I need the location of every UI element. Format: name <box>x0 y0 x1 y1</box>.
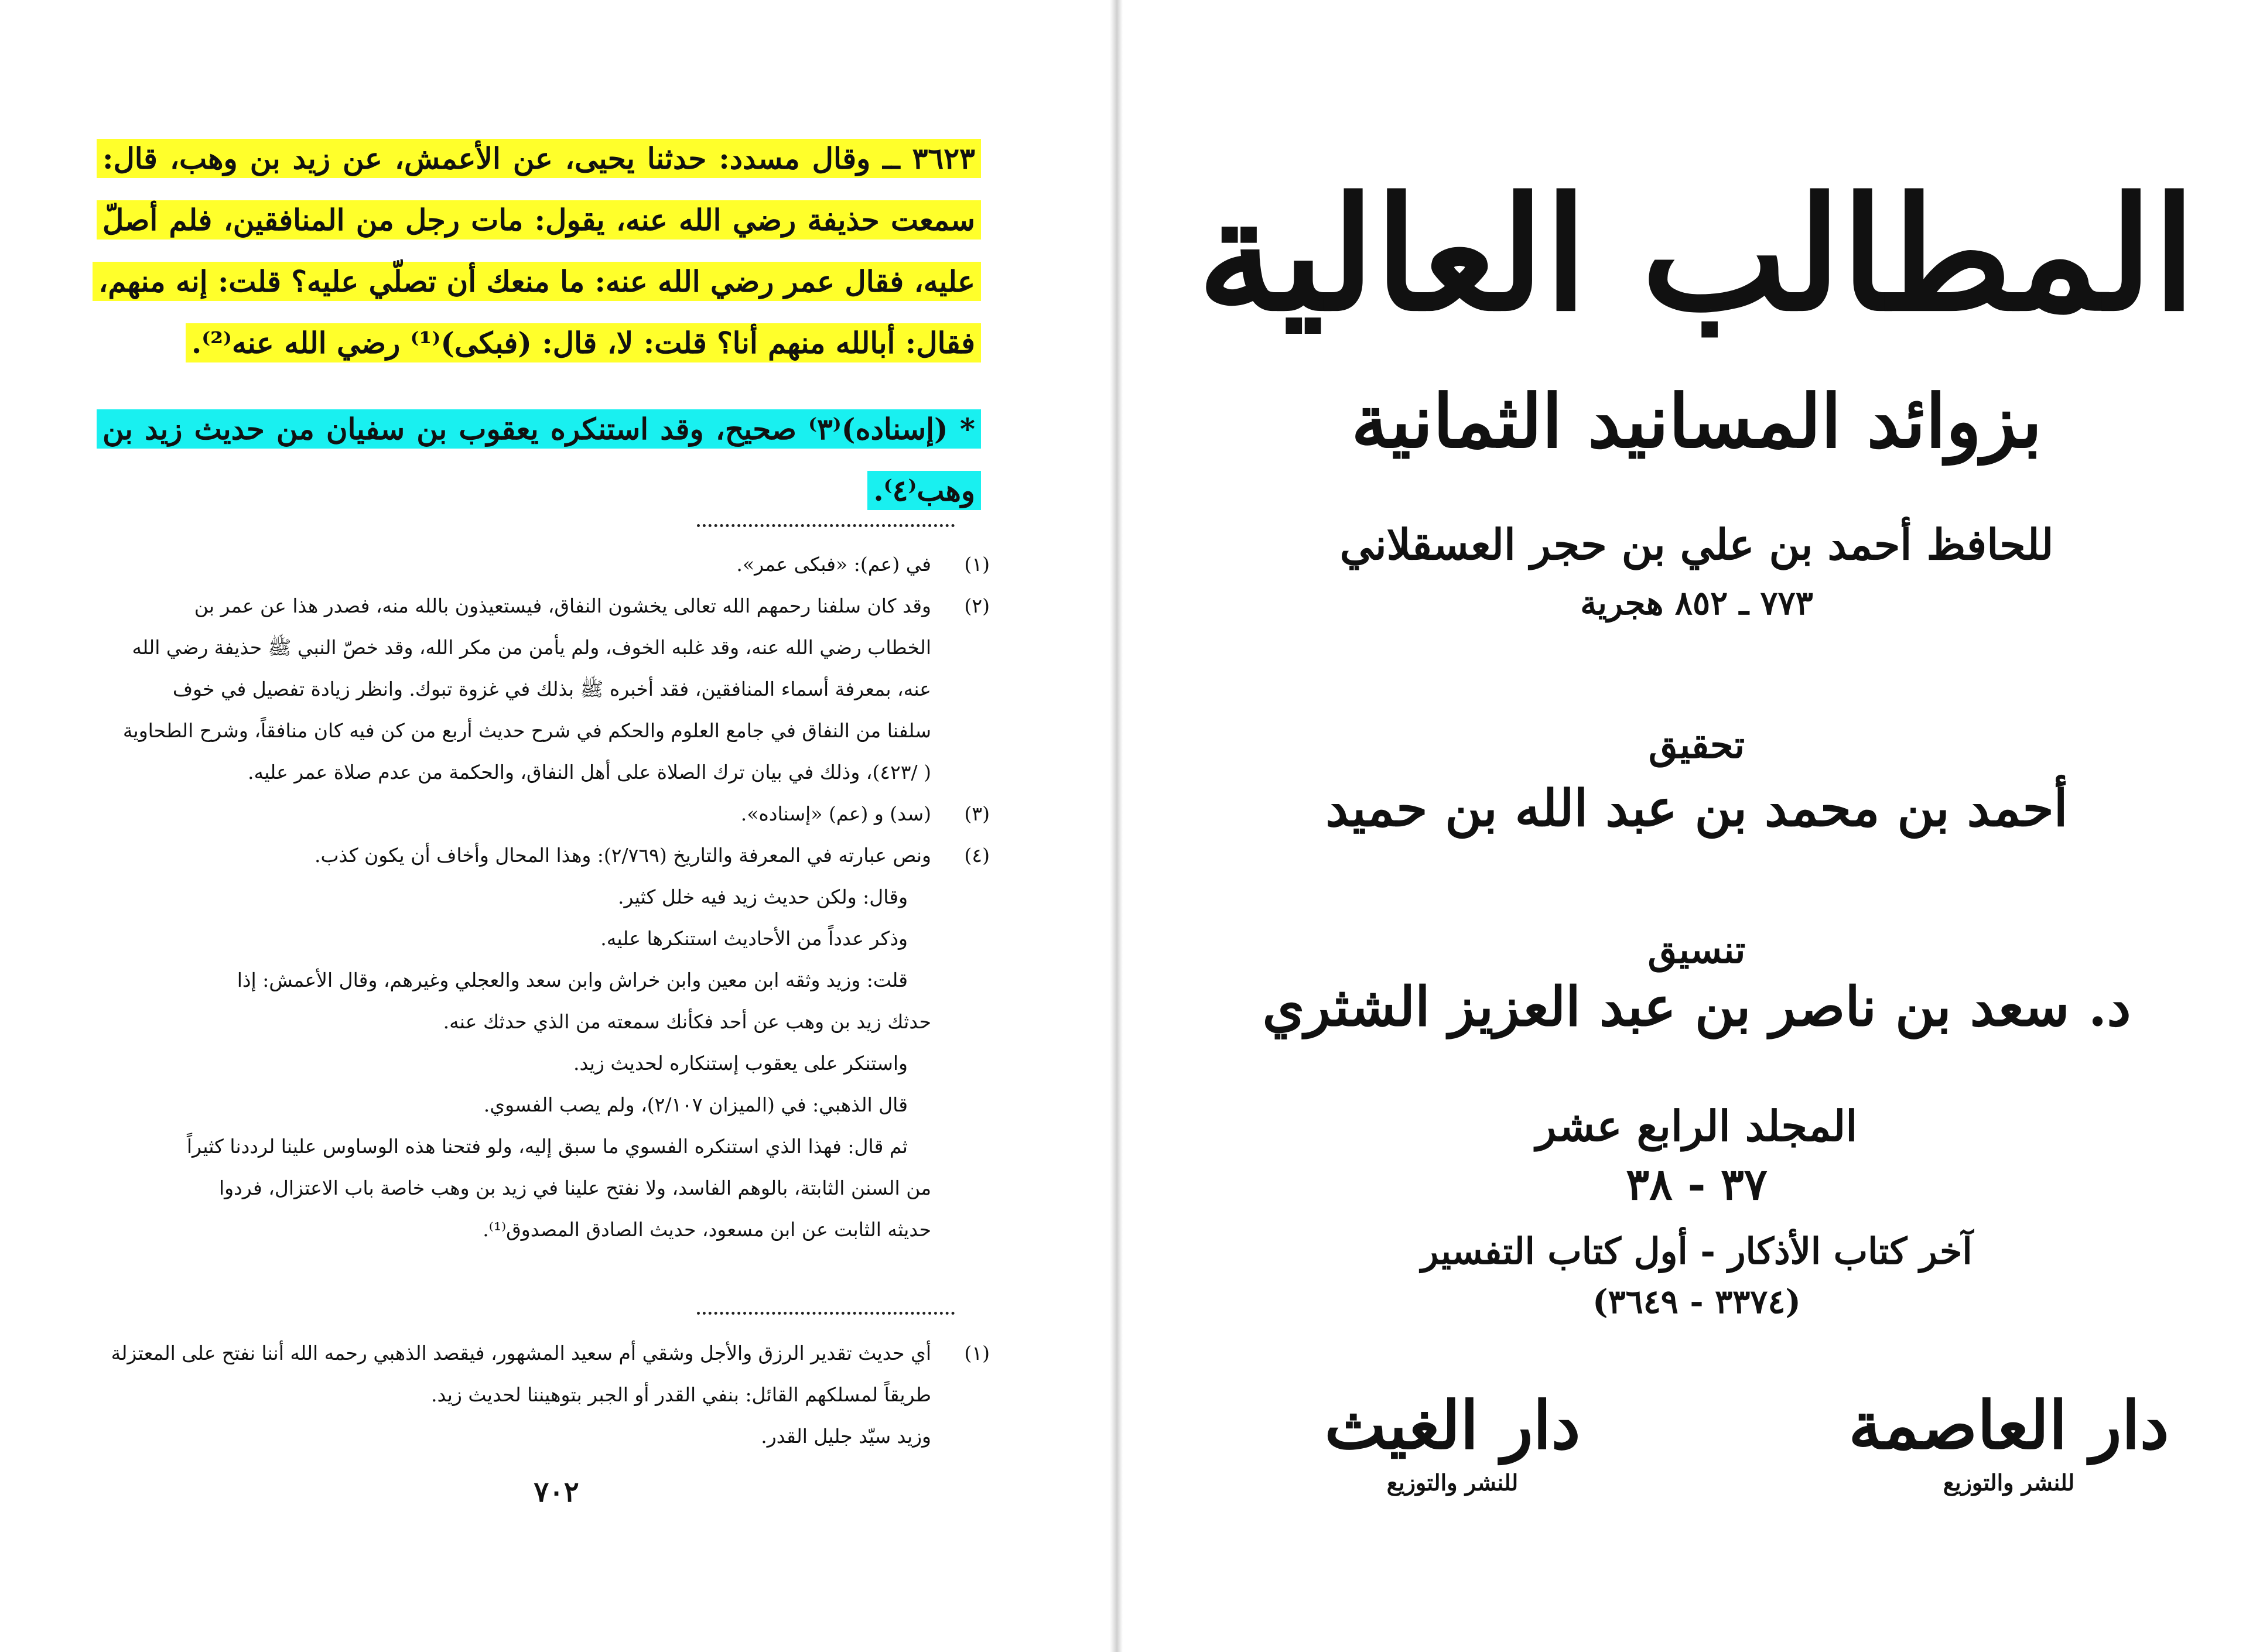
footnote: (٤) ونص عبارته في المعرفة والتاريخ (٢/٧٦٩): وهذا المحال وأخاف أن يكون كذب. وقال: ولكن حديث زيد فيه خلل كثير. وذكر عدداً من الأحاديث استنكرها عليه. قلت: وزيد وثقه ابن معين وابن خراش وابن سعد والعجلي وغيرهم، وقال الأعمش: إذا حدثك زيد بن وهب عن أحد فكأنك سمعته من الذي حدثك عنه. واستنكر على يعقوب إستنكاره لحديث زيد. قال الذهبي: في (الميزان ٢/١٠٧)، ولم يصب الفسوي. ثم قال: فهذا الذي استنكره الفسوي ما سبق إليه، ولو فتحنا هذه الوساوس علينا لرددنا كثيراً من السنن الثابتة، بالوهم الفاسد، ولا نفتح علينا في زيد بن وهب خاصة باب الاعتزال، فردوا حديثه الثابت عن ابن مسعود، حديث الصادق المصدوق⁽¹⁾. <box>186 844 990 1241</box>
publisher-name: دار الغيث <box>1324 1387 1581 1464</box>
publisher-tagline: للنشر والتوزيع <box>1943 1469 2075 1496</box>
title-page <box>1130 0 2263 1652</box>
editor-name: أحمد بن محمد بن عبد الله بن حميد <box>1325 779 2068 838</box>
tahqiq-label: تحقيق <box>1648 723 1745 767</box>
book-subtitle: بزوائد المسانيد الثمانية <box>1351 379 2042 464</box>
subnotes <box>91 1332 990 1457</box>
hadith-text <box>97 128 981 521</box>
book-gutter <box>1110 0 1123 1652</box>
publisher-ghaith-logo <box>1247 1385 1657 1496</box>
book-title: المطالب العالية <box>1197 163 2196 346</box>
grading-paragraph <box>97 398 981 521</box>
hadith-range: (٣٣٧٤ - ٣٦٤٩) <box>1592 1282 1801 1321</box>
author-line: للحافظ أحمد بن علي بن حجر العسقلاني <box>1339 519 2054 569</box>
tanseeq-label: تنسيق <box>1647 928 1746 972</box>
highlight-yellow: ٣٦٢٣ ــ وقال مسدد: حدثنا يحيى، عن الأعمش، عن زيد بن وهب، قال: سمعت حذيفة رضي الله عنه، يقول: مات رجل من المنافقين، فلم أصلّ عليه، فقال عمر رضي الله عنه: ما منعك أن تصلّي عليه؟ قلت: إنه منهم، فقال: أبالله منهم أنا؟ قلت: لا، قال: (فبكى)⁽¹⁾ رضي الله عنه⁽²⁾. <box>93 139 981 362</box>
footnote: (١) في (عم): «فبكى عمر». <box>736 553 990 576</box>
author-dates: ٧٧٣ ـ ٨٥٢ هجرية <box>1580 584 1813 623</box>
left-page <box>0 0 1107 1652</box>
highlight-cyan: * (إسناده)⁽٣⁾ صحيح، وقد استنكره يعقوب بن سفيان من حديث زيد بن وهب⁽٤⁾. <box>97 409 981 510</box>
footnotes <box>91 543 990 1250</box>
footnote: (٣) (سد) و (عم) «إسناده». <box>740 802 990 825</box>
coordinator-name: د. سعد بن ناصر بن عبد العزيز الشثري <box>1262 975 2131 1038</box>
subnote: (١) أي حديث تقدير الرزق والأجل وشقي أم سعيد المشهور، فيقصد الذهبي رحمه الله أننا نفتح على المعتزلة طريقاً لمسلكهم القائل: بنفي القدر أو الجبر بتوهيننا لحديث زيد. وزيد سيّد جليل القدر. <box>111 1342 990 1448</box>
footnote: (٢) وقد كان سلفنا رحمهم الله تعالى يخشون النفاق، فيستعيذون بالله منه، فصدر هذا عن عمر بن الخطاب رضي الله عنه، وقد غلبه الخوف، ولم يأمن من مكر الله، وقد خصّ النبي ﷺ حذيفة رضي الله عنه، بمعرفة أسماء المنافقين، فقد أخبره ﷺ بذلك في غزوة تبوك. وانظر زيادة تفصيل في خوف سلفنا من النفاق في جامع العلوم والحكم في شرح حديث أربع من كن فيه كان منافقاً، وشرح الطحاوية ( /٤٢٣)، وذلك في بيان ترك الصلاة على أهل النفاق، والحكمة من عدم صلاة عمر عليه. <box>122 594 990 784</box>
contents-line: آخر كتاب الأذكار - أول كتاب التفسير <box>1421 1230 1973 1273</box>
page-number: ٧٠٢ <box>534 1476 579 1509</box>
footnote-separator <box>697 524 955 527</box>
publisher-tagline: للنشر والتوزيع <box>1386 1469 1519 1496</box>
subnote-separator <box>697 1312 955 1315</box>
volume-label: المجلد الرابع عشر <box>1536 1101 1858 1151</box>
publisher-name: دار العاصمة <box>1848 1387 2169 1464</box>
hadith-paragraph <box>97 128 981 374</box>
volume-parts: ٣٧ - ٣٨ <box>1626 1160 1768 1210</box>
publisher-asimah-logo <box>1804 1385 2214 1496</box>
